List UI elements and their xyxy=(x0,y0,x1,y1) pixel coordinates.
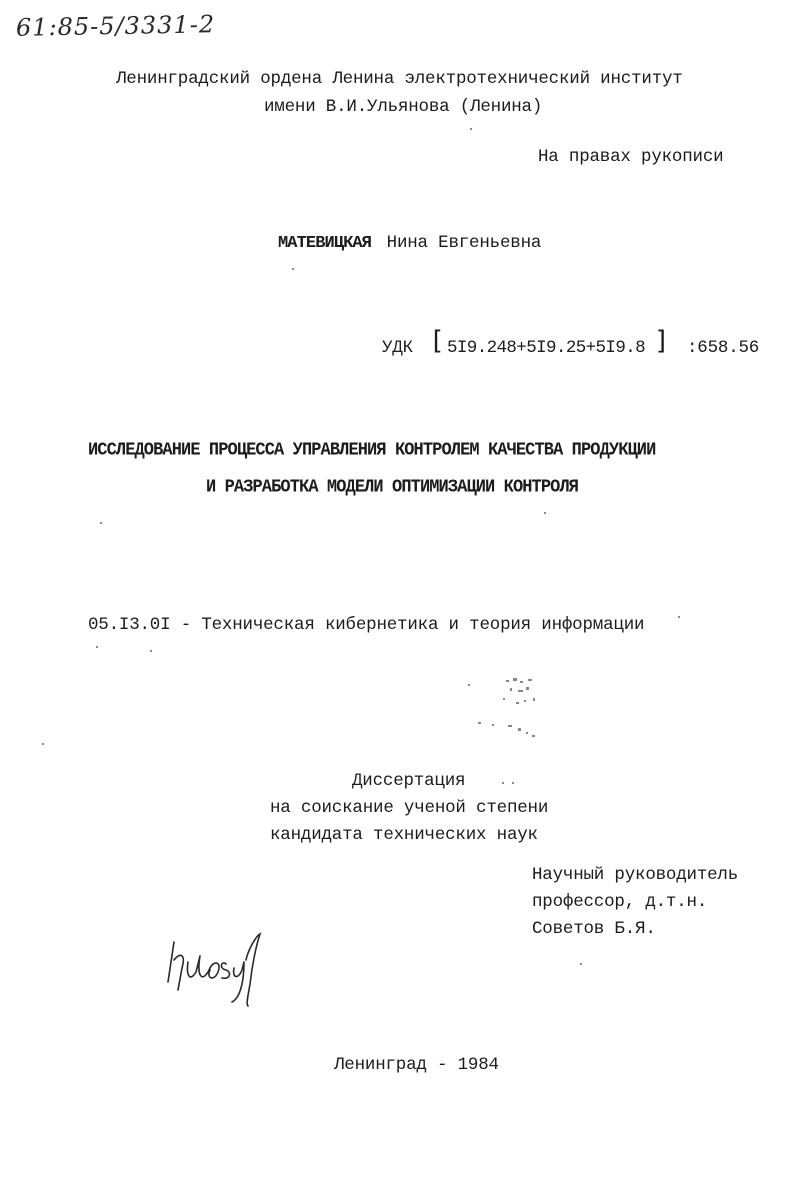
udk-right-bracket: ] xyxy=(654,326,670,356)
scan-speck xyxy=(42,743,44,745)
udk-left-bracket: [ xyxy=(429,326,445,356)
scan-speck xyxy=(150,650,152,652)
scan-speck xyxy=(100,522,102,524)
hand-signature xyxy=(160,932,280,1012)
scan-speck xyxy=(292,268,294,270)
specialty: 05.I3.0I - Техническая кибернетика и теория информации xyxy=(88,615,645,635)
institute-line-2: имени В.И.Ульянова (Ленина) xyxy=(264,97,543,117)
udk-suffix: :658.56 xyxy=(687,338,760,358)
footer-city-year: Ленинград - 1984 xyxy=(334,1055,499,1075)
title-line-1: ИССЛЕДОВАНИЕ ПРОЦЕССА УПРАВЛЕНИЯ КОНТРОЛЕМ КАЧЕСТВА ПРОДУКЦИИ xyxy=(88,440,656,461)
author-given-name: Нина Евгеньевна xyxy=(386,233,542,253)
scan-speck xyxy=(678,616,680,618)
scan-speck xyxy=(512,782,514,784)
scan-speck xyxy=(580,963,582,965)
supervisor-line-2: профессор, д.т.н. xyxy=(532,892,708,912)
title-line-2: И РАЗРАБОТКА МОДЕЛИ ОПТИМИЗАЦИИ КОНТРОЛЯ xyxy=(206,477,579,498)
manuscript-note: На правах рукописи xyxy=(538,147,724,167)
author-name xyxy=(278,232,542,255)
supervisor-line-1: Научный руководитель xyxy=(532,865,739,885)
scan-speck xyxy=(96,646,98,648)
institute-line-1: Ленинградский ордена Ленина электротехнический институт xyxy=(116,69,683,89)
udk-label: УДК xyxy=(382,338,413,358)
supervisor-line-3: Советов Б.Я. xyxy=(532,919,656,939)
dissertation-line-2: на соискание ученой степени xyxy=(270,798,549,818)
udk-codes: 5I9.248+5I9.25+5I9.8 xyxy=(447,338,646,358)
archive-note: 61:85-5/3331-2 xyxy=(15,10,216,42)
scan-speck xyxy=(544,512,546,514)
stamp-smudge xyxy=(458,672,548,742)
scan-speck xyxy=(470,128,472,130)
dissertation-line-1: Диссертация xyxy=(352,771,466,791)
scan-speck xyxy=(502,782,504,784)
author-surname: МАТЕВИЦКАЯ xyxy=(278,234,372,253)
dissertation-line-3: кандидата технических наук xyxy=(270,825,538,845)
